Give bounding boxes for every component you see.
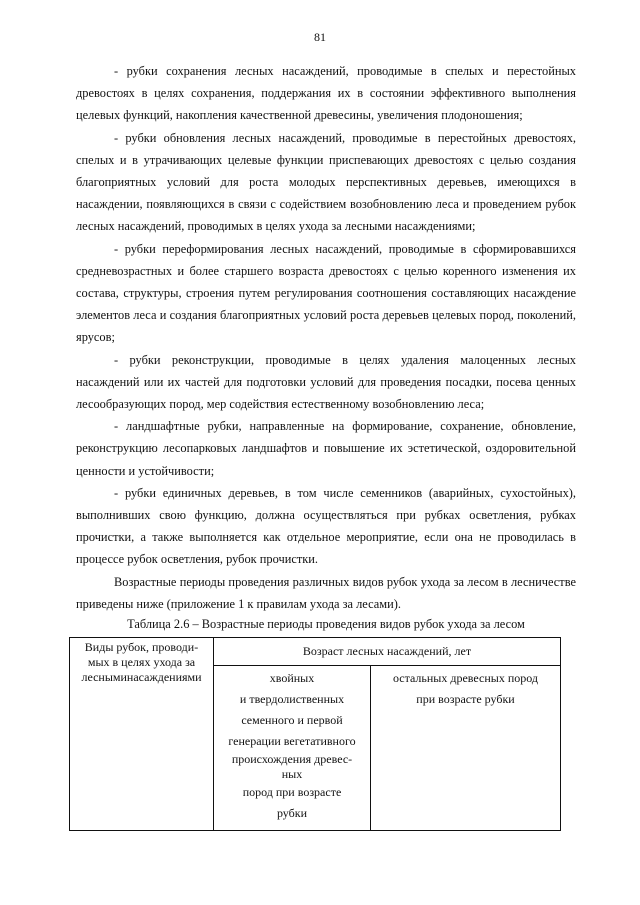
sub-header-line: и твердолиственных	[239, 692, 345, 706]
paragraph-landscape-felling: - ландшафтные рубки, направленные на формирование, сохранение, обновление, реконструкцию лесопарковых ландшафтов и повышение их эстетической, оздоровительной ценности и устойчивости;	[76, 419, 576, 478]
group-header-stand-age: Возраст лесных насаждений, лет	[214, 638, 561, 666]
sub-header-line: ных	[281, 767, 303, 781]
col-header-felling-types	[70, 638, 214, 831]
sub-header-line: рубки	[276, 806, 308, 820]
sub-header-coniferous	[214, 666, 371, 831]
paragraph-sanitary-felling: - рубки сохранения лесных насаждений, проводимые в спелых и перестойных древостоях в целях сохранения, поддержания их в состоянии эффективного выполнения целевых функций, накопления качественной древесины, увеличения плодоношения;	[76, 64, 576, 123]
sub-header-line: генерации вегетативного	[228, 734, 356, 748]
sub-header-line: при возрасте рубки	[416, 692, 515, 706]
paragraph-reconstruction-felling: - рубки реконструкции, проводимые в целях удаления малоценных лесных насаждений или их частей для подготовки условий для проведения посадки, посева ценных лесообразующих пород, мер содействия естественному возобновлению леса;	[76, 352, 576, 412]
page-number: 81	[314, 30, 326, 44]
col-header-line: Виды рубок, проводи-	[84, 640, 199, 654]
paragraph-age-periods-intro: Возрастные периоды проведения различных видов рубок ухода за лесом в лесничестве приведены ниже (приложение 1 к правилам ухода за лесами).	[76, 574, 576, 611]
sub-header-line: происхождения древес-	[231, 752, 353, 766]
sub-header-line: остальных древесных пород	[392, 671, 539, 685]
age-periods-table	[69, 637, 561, 831]
col-header-line: лесныминасаждениями	[81, 670, 202, 684]
body-text	[76, 60, 576, 615]
table-caption: Таблица 2.6 – Возрастные периоды проведения видов рубок ухода за лесом	[127, 617, 525, 631]
sub-header-other-species	[371, 666, 561, 831]
col-header-line: мых в целях ухода за	[87, 655, 196, 669]
sub-header-line: пород при возрасте	[242, 785, 342, 799]
paragraph-single-tree-felling: - рубки единичных деревьев, в том числе семенников (аварийных, сухостойных), выполнивших свою функцию, должна осуществляться при рубках осветления, рубках прочистки, а также выполняется как отдельное мероприятие, если она не проводилась в процессе рубок осветления, рубок прочистки.	[76, 485, 576, 567]
sub-header-line: хвойных	[269, 671, 315, 685]
paragraph-renewal-felling: - рубки обновления лесных насаждений, проводимые в перестойных древостоях, спелых и в утрачивающих целевые функции приспевающих древостоях с целью создания благоприятных условий для роста молодых перспективных деревьев, имеющихся в насаждении, появляющихся в связи с содействием возобновлению леса и проведением рубок лесных насаждений, проводимых в целях ухода за лесными насаждениями;	[76, 130, 576, 234]
sub-header-line: семенного и первой	[241, 713, 343, 727]
paragraph-reformation-felling: - рубки переформирования лесных насаждений, проводимые в сформировавшихся средневозрастных и более старшего возраста древостоях с целью коренного изменения их состава, структуры, строения путем регулирования соотношения составляющих насаждение элементов леса и создания благоприятных условий роста деревьев целевых пород, поколений, ярусов;	[76, 241, 576, 345]
